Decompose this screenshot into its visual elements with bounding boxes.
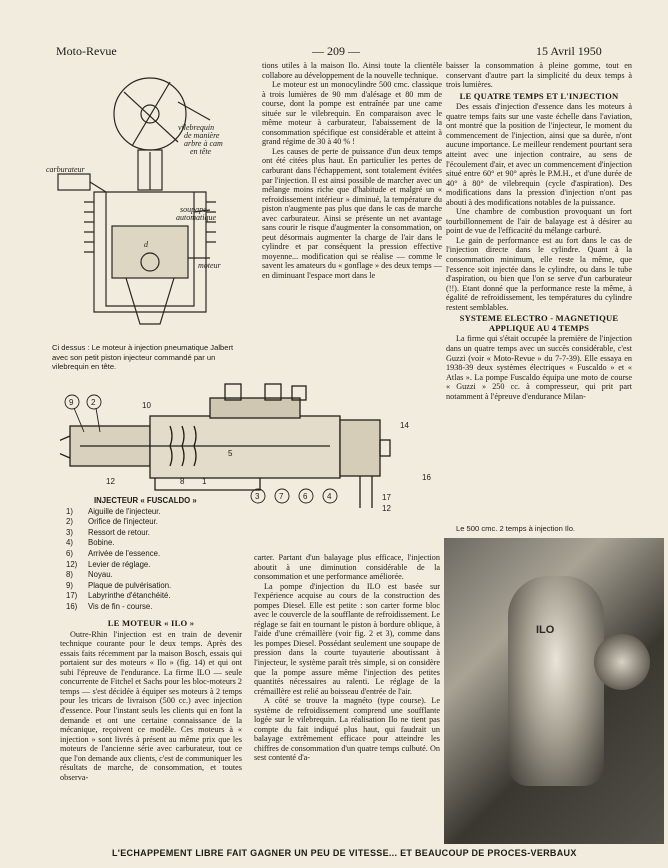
fig1-label: automatique [176,213,216,222]
fig2-callout: 2 [91,398,96,407]
paragraph: La firme qui s'était occupée la première de l'injection dans un quatre temps avec un succès considérable, c'est Guzzi (voir « Moto-Revue » du 7-7-39). Elle essaya en 1938-39 deux systèmes électriques « Fuscaldo » et « Atlas ». La pompe Fuscaldo équipa une moto de course « Guzzi » 250 cc. à compresseur, qui prit part notamment à l'épreuve d'endurance Milan- [446,334,632,401]
photo-engine-badge: ILO [536,624,555,636]
section-heading: LE MOTEUR « ILO » [107,618,195,628]
paragraph: Le gain de performance est au fort dans le cas de l'injection directe dans le cylindre. Quant à la consommation minimum, elle reste la même, que l'essence soit injectée dans le cylindre, ou dans le tube d'aspiration, ou bien que l'on se serve d'un carburateur (!!). Etant donné que la performance reste la même, à égalité de refroidissement, les températures du cylindre restent semblables. [446,235,632,312]
column-right [446,61,632,401]
fig2-callout: 6 [303,492,308,501]
column-middle-top [262,61,442,281]
legend-item: 8) Noyau. [66,570,113,580]
paragraph: Le moteur est un monocylindre 500 cmc. classique à trois lumières de 90 mm d'alésage et 80 mm de course, dont la pompe est entraînée par une came située sur le vilebrequin. En comparaison avec le même moteur à carburateur, l'abaissement de la consommation spécifique est considérable et atteint à grand régime de 30 à 40 % ! [262,80,442,147]
legend-item: 3) Ressort de retour. [66,527,150,537]
fig1-label: arbre à cam [184,139,223,148]
paragraph: Une chambre de combustion provoquant un fort tourbillonnement de l'air de balayage est à désirer au point de vue de l'efficacité du mélange carburé. [446,207,632,236]
paragraph: Outre-Rhin l'injection est en train de devenir technique courante pour le deux temps. Après des essais faits récemment par la maison Bosch, essais qui portaient sur des moteurs « Ilo » (fig. 14) et qui ont subi l'épreuve de l'endurance. La firme ILO — seule concurrente de Fitchel et Sachs pour les bloc-moteurs 2 temps — s'est décidée à équiper ses moteurs à 2 temps pour les tricars de livraison (500 cc.) avec injection d'essence. Pour l'instant seuls les clients qui en font la demande et ont une certaine connaissance de la mécanique, reçoivent ce modèle. Ces moteurs à « injection » sont livrés à présent au même prix que les moteurs de l'ancienne série avec carburateur, tout ce que l'on demande aux clients, c'est de communiquer les résultats de marche, de consommation, et toutes observa- [60,629,242,782]
fig2-callout: 9 [69,398,74,407]
running-header-left: Moto-Revue [56,44,117,58]
paragraph: baisser la consommation à pleine gomme, tout en conservant d'autre part la simplicité du deux temps à trois lumières. [446,61,632,90]
flywheel-shape [594,634,650,690]
running-header-date: 15 Avril 1950 [536,44,602,58]
fig1-label: en tête [190,147,212,156]
legend-item: 17) Labyrinthe d'étanchéité. [66,591,171,601]
paragraph: carter. Partant d'un balayage plus efficace, l'injection aboutit à une diminution considérable de la consommation et une performance améliorée. [254,553,440,582]
legend-item: 4) Bobine. [66,538,115,548]
fig1-label: moteur [198,261,221,270]
fig1-label: soupape [180,205,207,214]
fig2-callout: 7 [279,492,284,501]
fig1-label: vilebrequin [178,123,215,132]
page-number: — 209 — [312,44,360,58]
page-footer-slogan: L'ECHAPPEMENT LIBRE FAIT GAGNER UN PEU DE VITESSE... ET BEAUCOUP DE PROCES-VERBAUX [112,848,577,858]
figure-fuscaldo-injector [60,380,440,515]
legend-title: INJECTEUR « FUSCALDO » [94,496,197,505]
paragraph: A côté se trouve la magnéto (type course). Le système de refroidissement comprend une soufflante logée sur le vilebrequin. La réalisation Ilo ne tient pas compte du fait indiqué plus haut, qui faudrait un balayage extrêmement efficace pour atteindre les chiffres de consommation d'un quatre temps culbuté. On sest contenté d'a- [254,696,440,763]
fig2-callout: 12 [382,504,391,513]
legend-item: 1) Aiguille de l'injecteur. [66,506,161,516]
legend-item: 9) Plaque de pulvérisation. [66,580,172,590]
paragraph: Les causes de perte de puissance d'un deux temps ont été citées plus haut. En particulier les pertes de carburant dans l'échappement, sont totalement évitées par l'injection. Il est ainsi possible de marcher avec un mélange moins riche que d'habitude et malgré un « refroidissement intérieur » diminué, la température du piston n'augmente pas plus que dans le cas de marche avec carburateur. Ainsi se présente un net avantage sans courir le risque d'augmenter la consommation, on peut désormais augmenter la charge de l'air dans le cylindre et par conséquent la pression effective moyenne... modification qui se réalise — comme le savent les amateurs du « gonflage » des deux temps — en diminuant l'espace mort dans le [262,146,442,281]
column-middle-bottom [254,553,440,763]
section-heading: LE QUATRE TEMPS ET L'INJECTION [459,90,619,101]
photo-caption: Le 500 cmc. 2 temps à injection Ilo. [456,524,576,533]
fig1-label: carburateur [46,165,85,174]
paragraph: La pompe d'injection du ILO est basée sur l'expérience acquise au cours de la construction des pompes Diesel. Elle est petite : son carter forme bloc avec le couvercle de la soufflante de refroidissement. Le réglage se fait en tournant le piston à bordure oblique, à l'aide d'une crémaillère (voir fig. 2 et 3), comme dans les pompes Diesel. Possédant seulement une soupape de pression dans la courte tuyauterie aboutissant à l'injecteur, le système paraît très simple, si on considère que la pompe assure même l'injection des petites quantités nécessaires au ralenti. Le réglage de la crémaillère est relié au boisseau d'entrée de l'air. [254,581,440,696]
legend-item: 2) Orifice de l'injecteur. [66,517,158,527]
fig2-callout: 17 [382,493,391,502]
fig2-callout: 5 [228,449,233,458]
paragraph: Des essais d'injection d'essence dans les moteurs à quatre temps faits sur une vaste échelle dans l'aviation, ont montré que la position de l'injecteur, le moment du commencement de l'injection, ainsi que sa durée, n'ont aucune importance. Le meilleur rendement pourtant sera atteint avec une injection contraire, au sens de l'écoulement d'air, et avec un commencement d'injection situé entre 60° et 90° après le P.M.H., et d'une durée de 40° à 80° de vilebrequin (cycle d'aspiration). Des modifications dans la pression d'injection n'ont pas abouti à des modifications notables de la puissance. [446,102,632,207]
figure-ilo-engine-sketch [28,62,256,336]
engine-block-shape [508,576,604,786]
figure-caption-jalbert: Ci dessus : Le moteur à injection pneumatique Jalbert avec son petit piston injecteur commandé par un vilebrequin en tête. [52,343,234,372]
column-left-bottom [60,617,242,782]
section-heading: SYSTEME ELECTRO - MAGNETIQUE APPLIQUE AU 4 TEMPS [459,313,619,333]
legend-item: 12) Levier de réglage. [66,559,151,569]
fig1-label: de manière [184,131,220,140]
legend-item: 6) Arrivée de l'essence. [66,548,161,558]
fig2-callout: 3 [255,492,260,501]
injector-legend [66,496,256,613]
fig2-callout: 12 [106,477,115,486]
paragraph: tions utiles à la maison Ilo. Ainsi toute la clientèle collabore au développement de la nouvelle technique. [262,61,442,80]
legend-item: 16) Vis de fin - course. [66,601,153,611]
fig2-callout: 8 [180,477,185,486]
fig2-callout: 14 [400,421,409,430]
fig2-callout: 4 [327,492,332,501]
fig2-callout: 10 [142,401,151,410]
fig2-callout: 1 [202,477,207,486]
engine-photo [444,538,664,844]
fig1-label: d [144,240,148,249]
fig2-callout: 16 [422,473,431,482]
